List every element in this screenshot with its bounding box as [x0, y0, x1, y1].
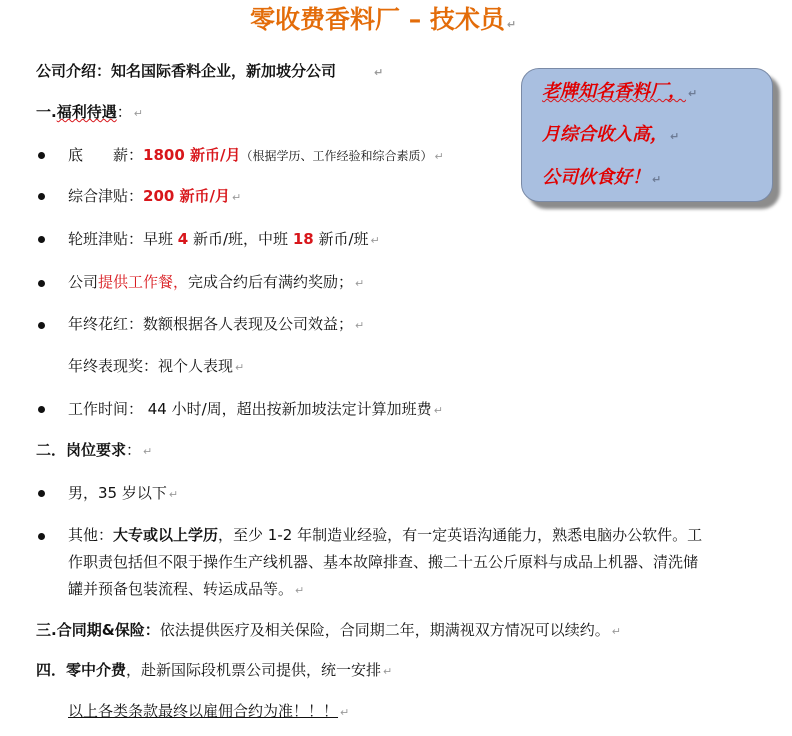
requirement-gender-line: 男，35 岁以下 ↵ [68, 484, 179, 502]
section-1-heading: 一.福利待遇： ↵ [36, 103, 143, 121]
work-hours-line: 工作时间： 44 小时/周，超出按新加坡法定计算加班费 ↵ [68, 400, 443, 418]
bullet-icon [38, 152, 45, 159]
bullet-icon [38, 280, 45, 287]
paragraph-mark: ↵ [506, 18, 517, 31]
requirement-other-line-1: 其他：大专或以上学历，至少 1-2 年制造业经验，有一定英语沟通能力，熟悉电脑办公软件。工 [68, 526, 703, 544]
company-intro-text: 公司介绍：知名国际香料企业，新加坡分公司 [36, 62, 337, 80]
bullet-icon [38, 322, 45, 329]
section-2-heading: 二．岗位要求： ↵ [36, 441, 153, 459]
requirement-other-line-3: 罐并预备包装流程、转运成品等。 ↵ [68, 580, 305, 598]
callout-line-2: 月综合收入高， ↵ [542, 124, 680, 145]
callout-line-1: 老牌知名香料厂， ↵ [542, 81, 698, 102]
bullet-icon [38, 490, 45, 497]
callout-box [521, 68, 773, 202]
paragraph-mark: ↵ [374, 66, 384, 79]
shift-allowance-line: 轮班津贴：早班 4 新币/班，中班 18 新币/班 ↵ [68, 230, 380, 248]
callout-line-3: 公司伙食好！ ↵ [542, 167, 662, 188]
bullet-icon [38, 406, 45, 413]
title-text: 零收费香料厂 – 技术员 [250, 5, 505, 34]
company-intro [36, 61, 383, 83]
section-4-fees: 四．零中介费，赴新国际段机票公司提供，统一安排 ↵ [36, 661, 393, 679]
year-end-award-line: 年终表现奖：视个人表现 ↵ [68, 357, 245, 375]
bullet-icon [38, 193, 45, 200]
section-3-contract: 三.合同期&保险：依法提供医疗及相关保险，合同期二年，期满视双方情况可以续约。 ↵ [36, 621, 622, 639]
meal-line: 公司提供工作餐，完成合约后有满约奖励； ↵ [68, 273, 365, 291]
page-title [250, 4, 516, 41]
bonus-line: 年终花红：数额根据各人表现及公司效益； ↵ [68, 315, 365, 333]
bullet-icon [38, 236, 45, 243]
allowance-line: 综合津贴：200 新币/月 ↵ [68, 187, 242, 205]
requirement-other-line-2: 作职责包括但不限于操作生产线机器、基本故障排查、搬二十五公斤原料与成品上机器、清洗储 [68, 553, 699, 571]
bullet-icon [38, 533, 45, 540]
salary-line: 底 薪：1800 新币/月（根据学历、工作经验和综合素质） ↵ [68, 146, 444, 164]
footer-note: 以上各类条款最终以雇佣合约为准！！！ ↵ [68, 702, 350, 720]
